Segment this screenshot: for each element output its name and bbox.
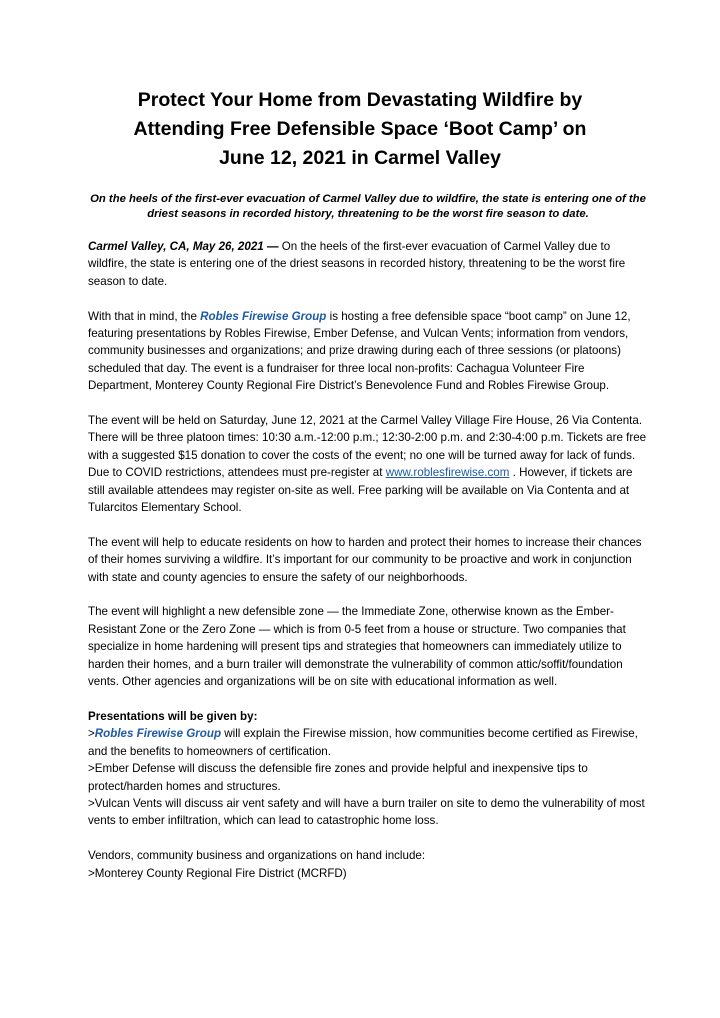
vendors-heading: Vendors, community business and organizations on hand include:: [88, 849, 426, 863]
title-line-3: June 12, 2021 in Carmel Valley: [219, 147, 501, 169]
document-body: [88, 238, 648, 882]
presentation-item-vulcan: >Vulcan Vents will discuss air vent safety and will have a burn trailer on site to demo the vulnerability of most vents to ember infiltration, which can lead to catastrophic home loss.: [88, 796, 645, 828]
roblesfirewise-link[interactable]: www.roblesfirewise.com: [385, 466, 510, 480]
dateline: Carmel Valley, CA, May 26, 2021 —: [88, 240, 279, 253]
document-subtitle: On the heels of the first-ever evacuation of Carmel Valley due to wildfire, the state is entering one of the driest seasons in recorded history, threatening to be the worst fire season to date.: [90, 193, 646, 220]
robles-firewise-group-link[interactable]: Robles Firewise Group: [200, 309, 327, 323]
paragraph-announcement-post: is hosting a free defensible space “boot camp” on June 12, featuring presentations by Robles Firewise, Ember Defense, and Vulcan Vents; information from vendors, community businesses and organizations; and prize drawing during each of three sessions (or platoons) scheduled that day. The event is a fundraiser for three local non-profits: Cachagua Volunteer Fire Department, Monterey County Regional Fire District’s Benevolence Fund and Robles Firewise Group.: [88, 309, 631, 393]
presentation-item-robles-text: will explain the Firewise mission, how communities become certified as Firewise, and the benefits to homeowners of certification.: [88, 727, 638, 758]
robles-firewise-group-link-2[interactable]: Robles Firewise Group: [94, 727, 222, 741]
paragraph-intro-text: On the heels of the first-ever evacuation of Carmel Valley due to wildfire, the state is entering one of the driest seasons in recorded history, threatening to be the worst fire season to date.: [88, 240, 626, 288]
paragraph-event-pre: The event will be held on Saturday, June 12, 2021 at the Carmel Valley Village Fire House, 26 Via Contenta. There will be three platoon times: 10:30 a.m.-12:00 p.m.; 12:30-2:00 p.m. and 2:30-4:00 p.m. Tickets are free with a suggested $15 donation to cover the costs of the event; no one will be turned away for lack of funds. Due to COVID restrictions, attendees must pre-register at: [88, 414, 647, 480]
paragraph-announcement-pre: With that in mind, the: [88, 309, 201, 323]
presentation-prefix: >: [88, 727, 95, 741]
presentation-item-ember: >Ember Defense will discuss the defensible fire zones and provide helpful and inexpensive tips to protect/harden homes and structures.: [88, 762, 588, 793]
presentation-item-robles: [88, 725, 648, 760]
paragraph-education: The event will help to educate residents on how to harden and protect their homes to increase their chances of their homes surviving a wildfire. It’s important for our community to be proactive and work in conjunction with state and county agencies to ensure the safety of our neighborhoods.: [88, 535, 642, 584]
paragraph-event-post: . However, if tickets are still available attendees may register on-site as well. Free parking will be available on Via Contenta and at Tularcitos Elementary School.: [88, 466, 633, 515]
vendor-item-mcrfd: >Monterey County Regional Fire District (MCRFD): [88, 866, 347, 880]
paragraph-immediate-zone: The event will highlight a new defensible zone — the Immediate Zone, otherwise known as the Ember-Resistant Zone or the Zero Zone — which is from 0-5 feet from a house or structure. Two companies that specialize in home hardening will present tips and strategies that homeowners can immediately utilize to harden their homes, and a burn trailer will demonstrate the vulnerability of common attic/soffit/foundation vents. Other agencies and organizations will be on site with educational information as well.: [88, 605, 626, 689]
title-line-1: Protect Your Home from Devastating Wildfire by: [137, 89, 583, 111]
paragraph-intro: [88, 238, 648, 290]
presentations-heading: Presentations will be given by:: [88, 709, 258, 723]
paragraph-announcement: [88, 308, 648, 395]
paragraph-event-details: [88, 412, 648, 516]
title-line-2: Attending Free Defensible Space ‘Boot Camp’ on: [133, 118, 587, 140]
document-title: [60, 86, 660, 173]
